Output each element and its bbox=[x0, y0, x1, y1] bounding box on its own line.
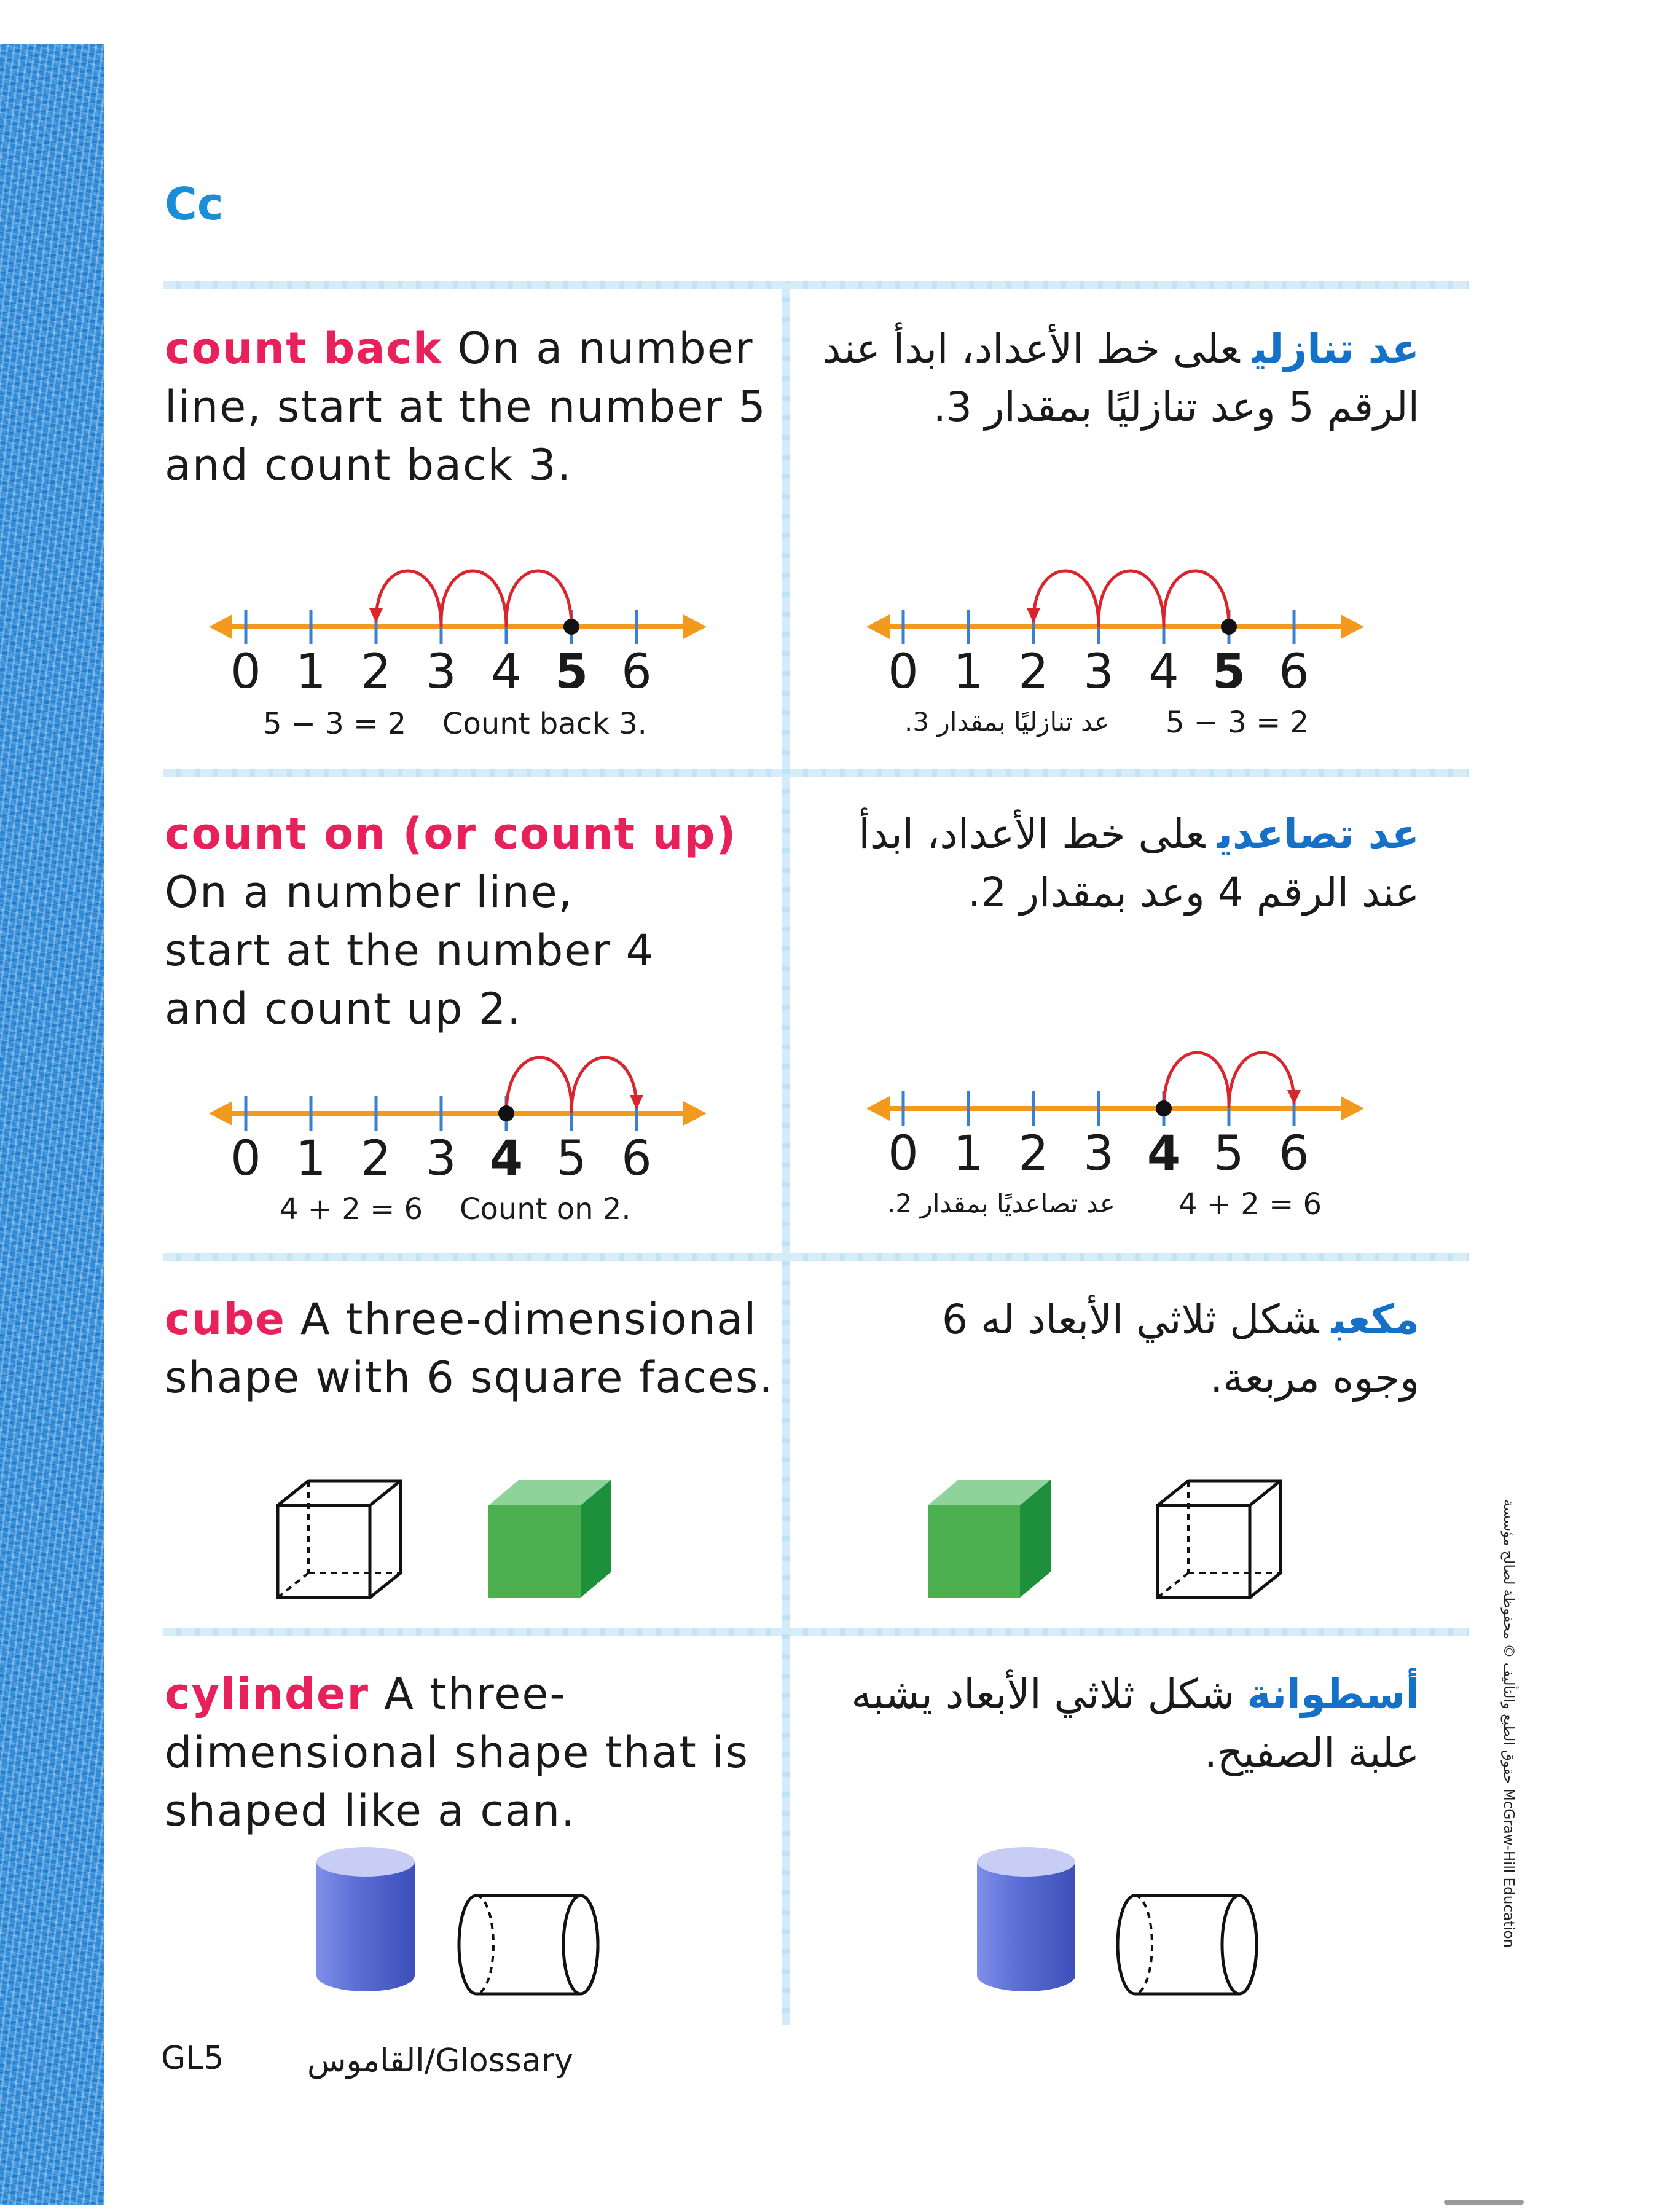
glossary-label: القاموس/Glossary bbox=[307, 2042, 573, 2079]
arc-arrowhead-icon bbox=[630, 1095, 643, 1110]
tick-label: 4 bbox=[1148, 645, 1179, 688]
section-letter: Cc bbox=[165, 178, 224, 230]
tick-label: 2 bbox=[361, 1131, 391, 1175]
definition-count-on: On a number line, start at the number 4 and count up 2. bbox=[165, 867, 654, 1034]
definition-cube: A three-dimensional shape with 6 square faces. bbox=[165, 1294, 774, 1403]
tick-label: 0 bbox=[888, 1126, 919, 1170]
caption-count-on-en: Count on 2. bbox=[460, 1192, 631, 1226]
tick-label: 4 bbox=[491, 645, 522, 688]
tick-label: 1 bbox=[953, 1126, 984, 1170]
entry-count-back-en bbox=[165, 320, 767, 495]
tick-label: 5 bbox=[556, 1131, 587, 1175]
tick-label: 0 bbox=[230, 645, 261, 688]
copyright-text: حقوق الطبع والتأليف © محفوظة لصالح مؤسسة McGraw-Hill Education bbox=[1500, 1499, 1516, 1948]
term-cylinder: cylinder bbox=[165, 1669, 370, 1719]
jump-arc bbox=[1164, 571, 1229, 627]
equation-count-on-ar: 4 + 2 = 6 bbox=[1179, 1187, 1322, 1222]
arrow-left-icon bbox=[209, 614, 232, 639]
arc-arrowhead-icon bbox=[369, 608, 383, 623]
entry-count-back-ar bbox=[817, 320, 1419, 436]
number-line-count-back-en bbox=[209, 541, 719, 688]
wireframe-cylinder-ar bbox=[1113, 1886, 1267, 2003]
wireframe-cube-ar bbox=[1150, 1475, 1298, 1604]
arc-arrowhead-icon bbox=[1027, 608, 1040, 623]
term-cube: cube bbox=[165, 1294, 286, 1344]
number-line-count-back-ar bbox=[866, 541, 1376, 688]
jump-arc bbox=[1099, 571, 1164, 627]
caption-count-back-ar: عد تنازليًا بمقدار 3. bbox=[904, 707, 1110, 737]
divider-top bbox=[163, 281, 1469, 289]
arrow-left-icon bbox=[866, 1096, 890, 1121]
arrow-right-icon bbox=[1341, 1096, 1364, 1121]
tick-label: 2 bbox=[361, 645, 391, 688]
entry-cylinder-ar bbox=[830, 1665, 1419, 1782]
definition-cylinder-ar: شكل ثلاثي الأبعاد يشبه علبة الصفيح. bbox=[851, 1671, 1419, 1776]
term-cube-ar: مكعب bbox=[1331, 1296, 1419, 1343]
jump-arc bbox=[1164, 1053, 1229, 1108]
solid-cube-en bbox=[485, 1475, 621, 1604]
tick-label: 6 bbox=[621, 1131, 652, 1175]
scroll-indicator[interactable] bbox=[1444, 2200, 1524, 2205]
start-point bbox=[498, 1105, 514, 1121]
divider-2 bbox=[163, 1253, 1469, 1261]
tick-label: 5 bbox=[554, 645, 589, 688]
tick-label: 3 bbox=[1083, 645, 1114, 688]
divider-center bbox=[782, 283, 790, 2025]
tick-label: 4 bbox=[1147, 1126, 1181, 1170]
divider-1 bbox=[163, 769, 1469, 777]
number-line-count-on-ar bbox=[866, 1022, 1376, 1170]
entry-cube-ar bbox=[940, 1290, 1419, 1407]
equation-count-on-en: 4 + 2 = 6 bbox=[280, 1192, 423, 1226]
tick-label: 2 bbox=[1018, 1126, 1049, 1170]
definition-count-back: On a number line, start at the number 5 and count back 3. bbox=[165, 323, 767, 490]
crayon-strip bbox=[0, 44, 104, 2205]
page-number: GL5 bbox=[161, 2040, 224, 2077]
tick-label: 0 bbox=[888, 645, 919, 688]
term-count-back-ar: عد تنازلي bbox=[1252, 325, 1419, 372]
arrow-left-icon bbox=[866, 614, 890, 639]
entry-cylinder-en bbox=[165, 1665, 755, 1840]
jump-arc bbox=[1229, 1053, 1294, 1108]
start-point bbox=[1156, 1100, 1172, 1116]
solid-cube-ar bbox=[925, 1475, 1060, 1604]
start-point bbox=[1221, 619, 1237, 635]
solid-cylinder-en bbox=[310, 1843, 421, 1997]
divider-3 bbox=[163, 1628, 1469, 1636]
tick-label: 3 bbox=[426, 1131, 457, 1175]
term-cylinder-ar: أسطوانة bbox=[1247, 1671, 1419, 1718]
jump-arc bbox=[506, 1057, 571, 1113]
wireframe-cube-en bbox=[270, 1475, 418, 1604]
tick-label: 2 bbox=[1018, 645, 1049, 688]
tick-label: 0 bbox=[230, 1131, 261, 1175]
definition-count-on-ar: على خط الأعداد، ابدأ عند الرقم 4 وعد بمقدار 2. bbox=[858, 810, 1419, 916]
tick-label: 3 bbox=[1083, 1126, 1114, 1170]
definition-cube-ar: شكل ثلاثي الأبعاد له 6 وجوه مربعة. bbox=[942, 1296, 1419, 1402]
term-count-on: count on (or count up) bbox=[165, 809, 737, 859]
term-count-back: count back bbox=[165, 323, 443, 374]
tick-label: 1 bbox=[296, 1131, 326, 1175]
wireframe-cylinder-en bbox=[455, 1886, 608, 2003]
tick-label: 6 bbox=[621, 645, 652, 688]
copyright-note bbox=[1500, 1499, 1535, 1966]
term-count-on-ar: عد تصاعدي bbox=[1217, 810, 1419, 858]
tick-label: 5 bbox=[1214, 1126, 1244, 1170]
entry-count-on-ar bbox=[817, 805, 1419, 922]
jump-arc bbox=[441, 571, 506, 627]
tick-label: 5 bbox=[1212, 645, 1246, 688]
tick-label: 6 bbox=[1279, 645, 1309, 688]
solid-cylinder-ar bbox=[971, 1843, 1081, 1997]
jump-arc bbox=[1033, 571, 1099, 627]
arrow-right-icon bbox=[1341, 614, 1364, 639]
entry-cube-en bbox=[165, 1290, 779, 1407]
jump-arc bbox=[571, 1057, 637, 1113]
equation-count-back-en: 5 − 3 = 2 bbox=[263, 707, 407, 741]
definition-count-back-ar: على خط الأعداد، ابدأ عند الرقم 5 وعد تنازليًا بمقدار 3. bbox=[822, 325, 1419, 431]
arc-arrowhead-icon bbox=[1287, 1090, 1301, 1105]
start-point bbox=[563, 619, 579, 635]
caption-count-on-ar: عد تصاعديًا بمقدار 2. bbox=[887, 1188, 1115, 1218]
entry-count-on-en bbox=[165, 805, 767, 1038]
tick-label: 6 bbox=[1279, 1126, 1309, 1170]
jump-arc bbox=[376, 571, 441, 627]
arrow-right-icon bbox=[683, 614, 707, 639]
tick-label: 3 bbox=[426, 645, 457, 688]
equation-count-back-ar: 5 − 3 = 2 bbox=[1166, 705, 1309, 740]
definition-cylinder: A three-dimensional shape that is shaped like a can. bbox=[165, 1669, 750, 1836]
caption-count-back-en: Count back 3. bbox=[442, 707, 647, 741]
arrow-left-icon bbox=[209, 1101, 232, 1126]
tick-label: 1 bbox=[953, 645, 984, 688]
jump-arc bbox=[506, 571, 571, 627]
number-line-count-on-en bbox=[209, 1027, 719, 1175]
arrow-right-icon bbox=[683, 1101, 707, 1126]
tick-label: 4 bbox=[489, 1131, 524, 1175]
tick-label: 1 bbox=[296, 645, 326, 688]
